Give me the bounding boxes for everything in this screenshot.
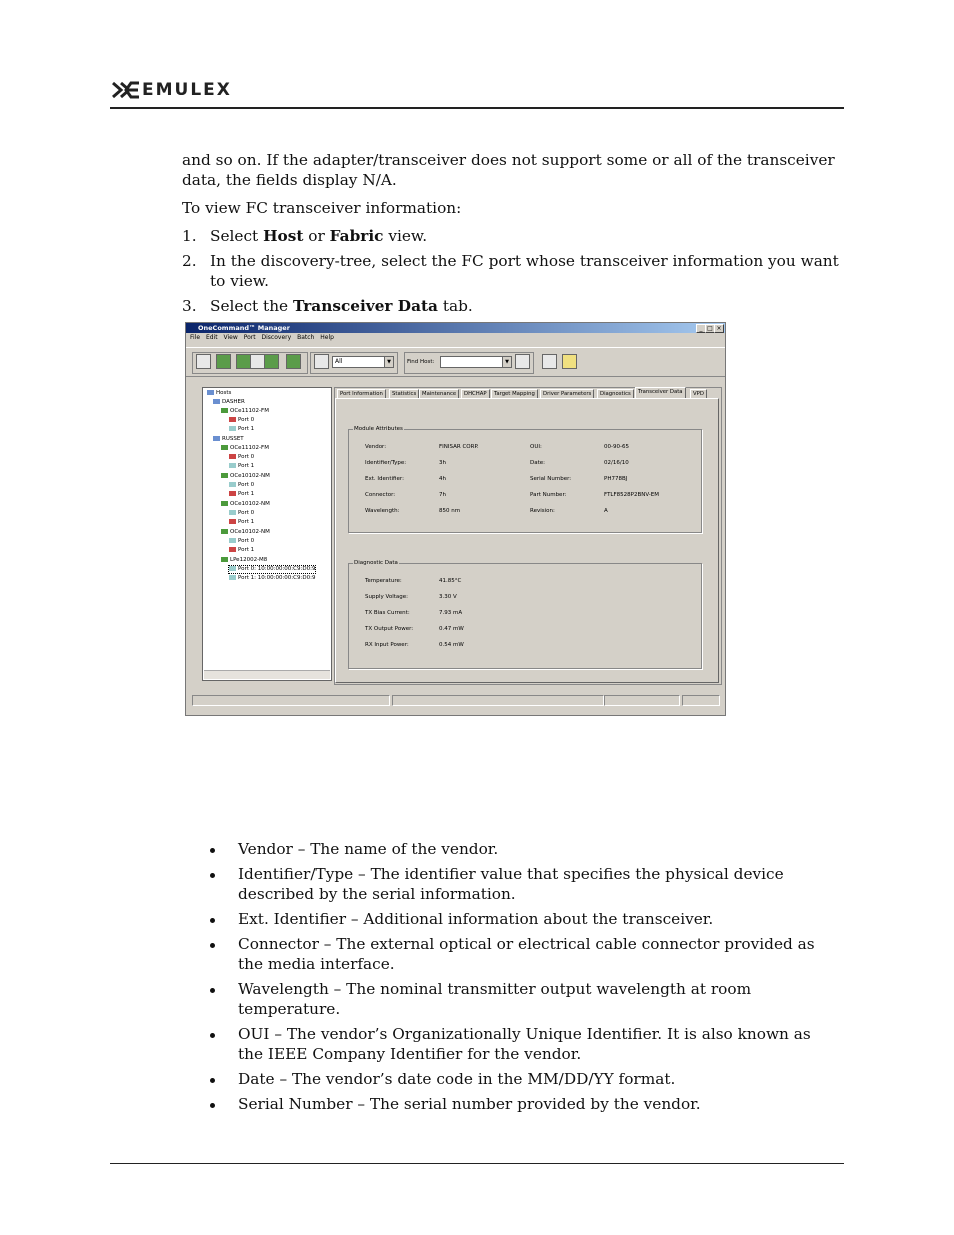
filter-icon[interactable]: [314, 354, 329, 369]
port-down-icon: [229, 547, 236, 552]
temperature-label: Temperature:: [365, 578, 402, 584]
port-icon: [229, 575, 236, 580]
intro-line-2: data, the fields display N/A.: [182, 171, 397, 189]
tree-node-adapter[interactable]: OCe10102-NM: [221, 501, 270, 508]
tree-node-port[interactable]: Port 0: [229, 417, 254, 424]
port-icon: [229, 538, 236, 543]
help-icon[interactable]: [562, 354, 577, 369]
window-titlebar: [186, 323, 725, 333]
port-icon: [229, 510, 236, 515]
emulex-mark-icon: [112, 80, 140, 100]
ext-identifier-value: 4h: [439, 476, 446, 482]
revision-value: A: [604, 508, 608, 514]
tree-node-port[interactable]: Port 0: [229, 482, 254, 489]
field-definitions-list: [208, 839, 838, 1119]
list-item: Connector – The external optical or electrical cable connector provided as the media interface.: [208, 934, 838, 974]
step-number: 1.: [182, 227, 197, 245]
part-number-label: Part Number:: [530, 492, 567, 498]
tx-bias-current-label: TX Bias Current:: [365, 610, 410, 616]
diagnostic-data-caption: Diagnostic Data: [354, 560, 398, 566]
menu-bar: [186, 334, 725, 344]
adapter-icon: [221, 557, 228, 562]
host-icon: [213, 436, 220, 441]
window-title: OneCommand™ Manager: [198, 324, 290, 332]
adapter-icon: [221, 408, 228, 413]
list-item: Identifier/Type – The identifier value that specifies the physical device described by the serial information.: [208, 864, 838, 904]
list-item: OUI – The vendor’s Organizationally Unique Identifier. It is also known as the IEEE Company Identifier for the vendor.: [208, 1024, 838, 1064]
adapter-icon: [221, 473, 228, 478]
port-icon: [229, 426, 236, 431]
tree-node-port[interactable]: Port 1: [229, 463, 254, 470]
tree-node-host[interactable]: DASHER: [213, 399, 245, 406]
preferences-icon[interactable]: [542, 354, 557, 369]
adapter-icon: [221, 529, 228, 534]
bullet-icon: [210, 1103, 215, 1108]
menu-edit[interactable]: Edit: [205, 334, 218, 341]
bullet-icon: [210, 918, 215, 923]
list-item: Wavelength – The nominal transmitter output wavelength at room temperature.: [208, 979, 838, 1019]
supply-voltage-value: 3.30 V: [439, 594, 457, 600]
tab-port-information[interactable]: Port Information: [337, 389, 386, 398]
tree-node-port[interactable]: Port 0: [229, 510, 254, 517]
emulex-logo: [112, 80, 262, 102]
bullet-icon: [210, 1078, 215, 1083]
menu-file[interactable]: File: [190, 334, 201, 341]
diagnostic-data-group: [348, 560, 702, 669]
oui-value: 00-90-65: [604, 444, 629, 450]
serial-number-label: Serial Number:: [530, 476, 572, 482]
close-button[interactable]: ×: [714, 324, 724, 333]
refresh-icon[interactable]: [196, 354, 211, 369]
menu-port[interactable]: Port: [243, 334, 256, 341]
tab-target-mapping[interactable]: Target Mapping: [491, 389, 538, 398]
wavelength-label: Wavelength:: [365, 508, 400, 514]
step-number: 2.: [182, 252, 197, 270]
list-item: Ext. Identifier – Additional information about the transceiver.: [208, 909, 838, 929]
status-cell: [682, 695, 720, 706]
intro-line-3: To view FC transceiver information:: [182, 199, 462, 217]
port-icon: [229, 566, 236, 571]
wavelength-value: 850 nm: [439, 508, 461, 514]
bullet-icon: [210, 873, 215, 878]
status-cell: [192, 695, 390, 706]
supply-voltage-label: Supply Voltage:: [365, 594, 408, 600]
maximize-button[interactable]: □: [705, 324, 715, 333]
tree-node-port[interactable]: Port 1: 10:00:00:00:C9:D0:9: [229, 575, 315, 582]
rx-input-power-label: RX Input Power:: [365, 642, 409, 648]
menu-discovery[interactable]: Discovery: [261, 334, 292, 341]
tx-output-power-value: 0.47 mW: [439, 626, 464, 632]
tree-node-port[interactable]: Port 1: [229, 547, 254, 554]
port-icon: [229, 482, 236, 487]
step-number: 3.: [182, 297, 197, 315]
chevron-down-icon: ▼: [502, 357, 511, 367]
connector-value: 7h: [439, 492, 446, 498]
tab-statistics[interactable]: Statistics: [389, 389, 419, 398]
status-cell: [604, 695, 680, 706]
serial-number-value: PH778BJ: [604, 476, 628, 482]
minimize-button[interactable]: _: [696, 324, 706, 333]
tab-driver-parameters[interactable]: Driver Parameters: [540, 389, 594, 398]
list-item: Serial Number – The serial number provided by the vendor.: [208, 1094, 838, 1114]
bullet-icon: [210, 988, 215, 993]
tree-node-adapter[interactable]: LPe12002-M8: [221, 557, 267, 564]
onecommand-window: [185, 322, 726, 716]
port-icon: [229, 463, 236, 468]
revision-label: Revision:: [530, 508, 555, 514]
tree-node-hosts[interactable]: Hosts: [207, 390, 231, 397]
date-label: Date:: [530, 460, 545, 466]
oui-label: OUI:: [530, 444, 542, 450]
filter-select[interactable]: All ▼: [332, 356, 394, 368]
sort-icon[interactable]: [286, 354, 301, 369]
menu-help[interactable]: Help: [320, 334, 334, 341]
module-attributes-group: [348, 426, 702, 533]
vendor-label: Vendor:: [365, 444, 387, 450]
tab-maintenance[interactable]: Maintenance: [419, 389, 459, 398]
port-down-icon: [229, 417, 236, 422]
host-view-icon[interactable]: [236, 354, 251, 369]
discovery-tree: [202, 387, 332, 681]
connector-label: Connector:: [365, 492, 396, 498]
temperature-value: 41.85°C: [439, 578, 462, 584]
module-attributes-caption: Module Attributes: [354, 426, 403, 432]
tree-node-port-selected[interactable]: Port 0: 10:00:00:00:C9:D0:9: [229, 566, 315, 573]
port-down-icon: [229, 519, 236, 524]
host-icon: [213, 399, 220, 404]
step-text: Select Host or Fabric view.: [210, 227, 428, 245]
list-item: Vendor – The name of the vendor.: [208, 839, 838, 859]
transceiver-data-panel: [335, 398, 719, 683]
tab-vpd[interactable]: VPD: [690, 389, 707, 398]
tree-horizontal-scrollbar[interactable]: [204, 670, 330, 679]
tree-node-adapter[interactable]: OCe10102-NM: [221, 529, 270, 536]
tab-transceiver-data[interactable]: Transceiver Data: [635, 387, 686, 398]
tab-strip: [335, 388, 721, 398]
identifier-type-label: Identifier/Type:: [365, 460, 407, 466]
footer-rule: [110, 1163, 844, 1164]
vendor-value: FINISAR CORP.: [439, 444, 479, 450]
tree-node-adapter[interactable]: OCe11102-FM: [221, 445, 269, 452]
step-text: In the discovery-tree, select the FC port whose transceiver information you want to view.: [210, 252, 839, 290]
bullet-icon: [210, 943, 215, 948]
tree-node-host[interactable]: RUSSET: [213, 436, 244, 443]
tab-dhchap[interactable]: DHCHAP: [461, 389, 490, 398]
discover-icon[interactable]: [216, 354, 231, 369]
find-host-label: Find Host:: [407, 359, 435, 365]
header-rule: [110, 107, 844, 109]
find-host-input[interactable]: [440, 356, 512, 368]
tree-node-port[interactable]: Port 0: [229, 454, 254, 461]
status-bar: [190, 695, 722, 705]
tree-node-port[interactable]: Port 1: [229, 491, 254, 498]
status-cell: [392, 695, 604, 706]
bullet-icon: [210, 848, 215, 853]
menu-batch[interactable]: Batch: [297, 334, 315, 341]
tree-node-adapter[interactable]: OCe10102-NM: [221, 473, 270, 480]
menu-view[interactable]: View: [223, 334, 238, 341]
adapter-icon: [221, 501, 228, 506]
tx-output-power-label: TX Output Power:: [365, 626, 414, 632]
intro-line-1: and so on. If the adapter/transceiver does not support some or all of the transceiver: [182, 151, 835, 169]
detail-pane: [334, 387, 722, 685]
port-down-icon: [229, 454, 236, 459]
tree-node-adapter[interactable]: OCe11102-FM: [221, 408, 269, 415]
tree-node-port[interactable]: Port 1: [229, 426, 254, 433]
adapter-icon: [221, 445, 228, 450]
brand-name: EMULEX: [142, 80, 232, 100]
find-host-go-icon[interactable]: [515, 354, 530, 369]
toolbar: [186, 347, 725, 377]
tab-diagnostics[interactable]: Diagnostics: [597, 389, 634, 398]
bullet-icon: [210, 1033, 215, 1038]
date-value: 02/16/10: [604, 460, 629, 466]
tree-node-port[interactable]: Port 0: [229, 538, 254, 545]
vport-view-icon[interactable]: [264, 354, 279, 369]
ext-identifier-label: Ext. Identifier:: [365, 476, 404, 482]
fabric-view-icon[interactable]: [250, 354, 265, 369]
step-text: Select the Transceiver Data tab.: [210, 297, 473, 315]
hosts-icon: [207, 390, 214, 395]
chevron-down-icon: ▼: [384, 357, 393, 367]
port-down-icon: [229, 491, 236, 496]
part-number-value: FTLF8528P2BNV-EM: [604, 492, 659, 498]
tx-bias-current-value: 7.93 mA: [439, 610, 463, 616]
tree-node-port[interactable]: Port 1: [229, 519, 254, 526]
rx-input-power-value: 0.54 mW: [439, 642, 464, 648]
identifier-type-value: 3h: [439, 460, 446, 466]
list-item: Date – The vendor’s date code in the MM/DD/YY format.: [208, 1069, 838, 1089]
